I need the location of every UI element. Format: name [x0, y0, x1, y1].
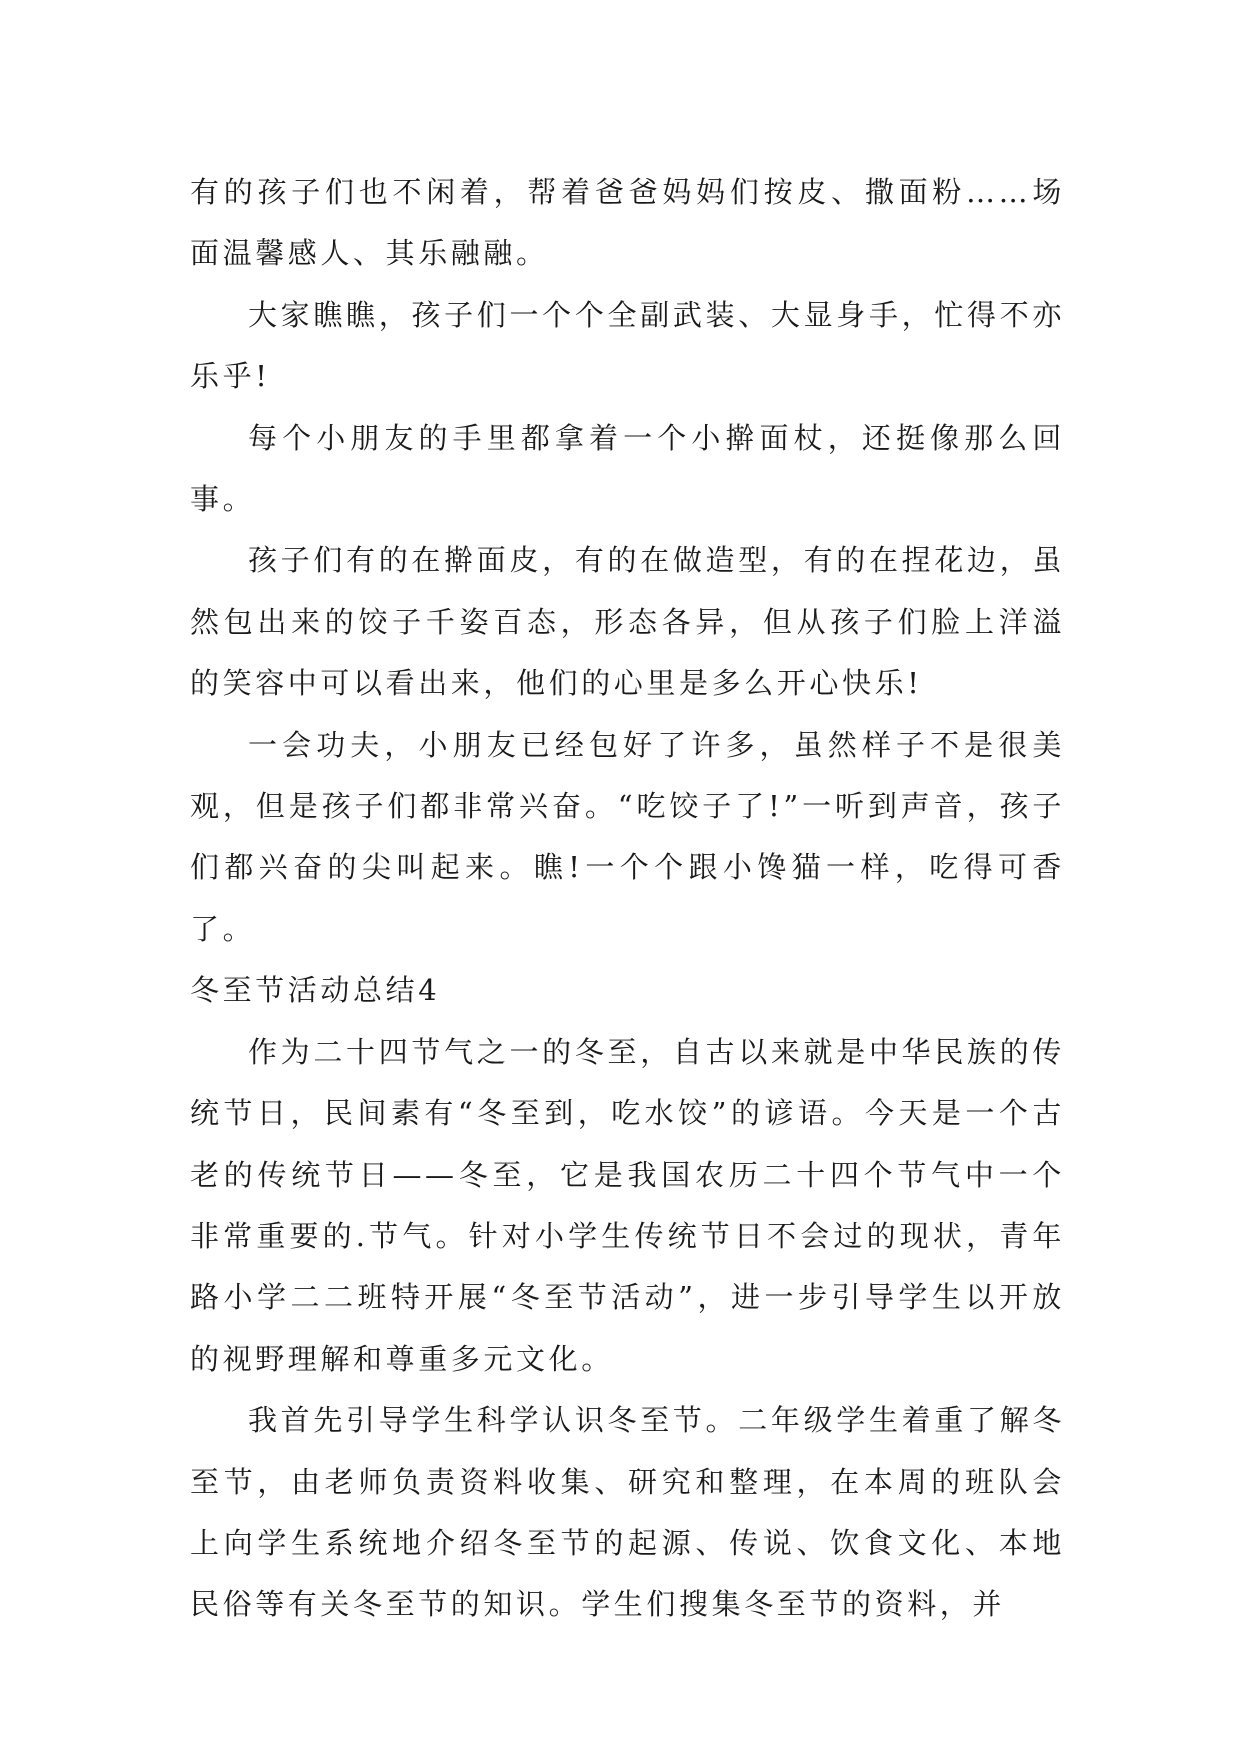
paragraph: 大家瞧瞧，孩子们一个个全副武装、大显身手，忙得不亦乐乎! — [190, 297, 1065, 394]
section-heading: 冬至节活动总结4 — [190, 973, 441, 1008]
paragraph: 一会功夫，小朋友已经包好了许多，虽然样子不是很美观，但是孩子们都非常兴奋。“吃饺子了!”一听到声音，孩子们都兴奋的尖叫起来。瞧!一个个跟小馋猫一样，吃得可香了。 — [190, 727, 1065, 946]
paragraph: 孩子们有的在擀面皮，有的在做造型，有的在捏花边，虽然包出来的饺子千姿百态，形态各异，但从孩子们脸上洋溢的笑容中可以看出来，他们的心里是多么开心快乐! — [190, 543, 1065, 701]
paragraph: 每个小朋友的手里都拿着一个小擀面杖，还挺像那么回事。 — [190, 420, 1065, 517]
document-body — [190, 162, 1065, 1636]
paragraph: 作为二十四节气之一的冬至，自古以来就是中华民族的传统节日，民间素有“冬至到，吃水饺”的谚语。今天是一个古老的传统节日——冬至，它是我国农历二十四个节气中一个非常重要的.节气。针对小学生传统节日不会过的现状，青年路小学二二班特开展“冬至节活动”，进一步引导学生以开放的视野理解和尊重多元文化。 — [190, 1034, 1065, 1376]
paragraph: 我首先引导学生科学认识冬至节。二年级学生着重了解冬至节，由老师负责资料收集、研究和整理，在本周的班队会上向学生系统地介绍冬至节的起源、传说、饮食文化、本地民俗等有关冬至节的知识。学生们搜集冬至节的资料，并 — [190, 1403, 1065, 1622]
paragraph-continuation: 有的孩子们也不闲着，帮着爸爸妈妈们按皮、撒面粉……场面温馨感人、其乐融融。 — [190, 175, 1065, 271]
